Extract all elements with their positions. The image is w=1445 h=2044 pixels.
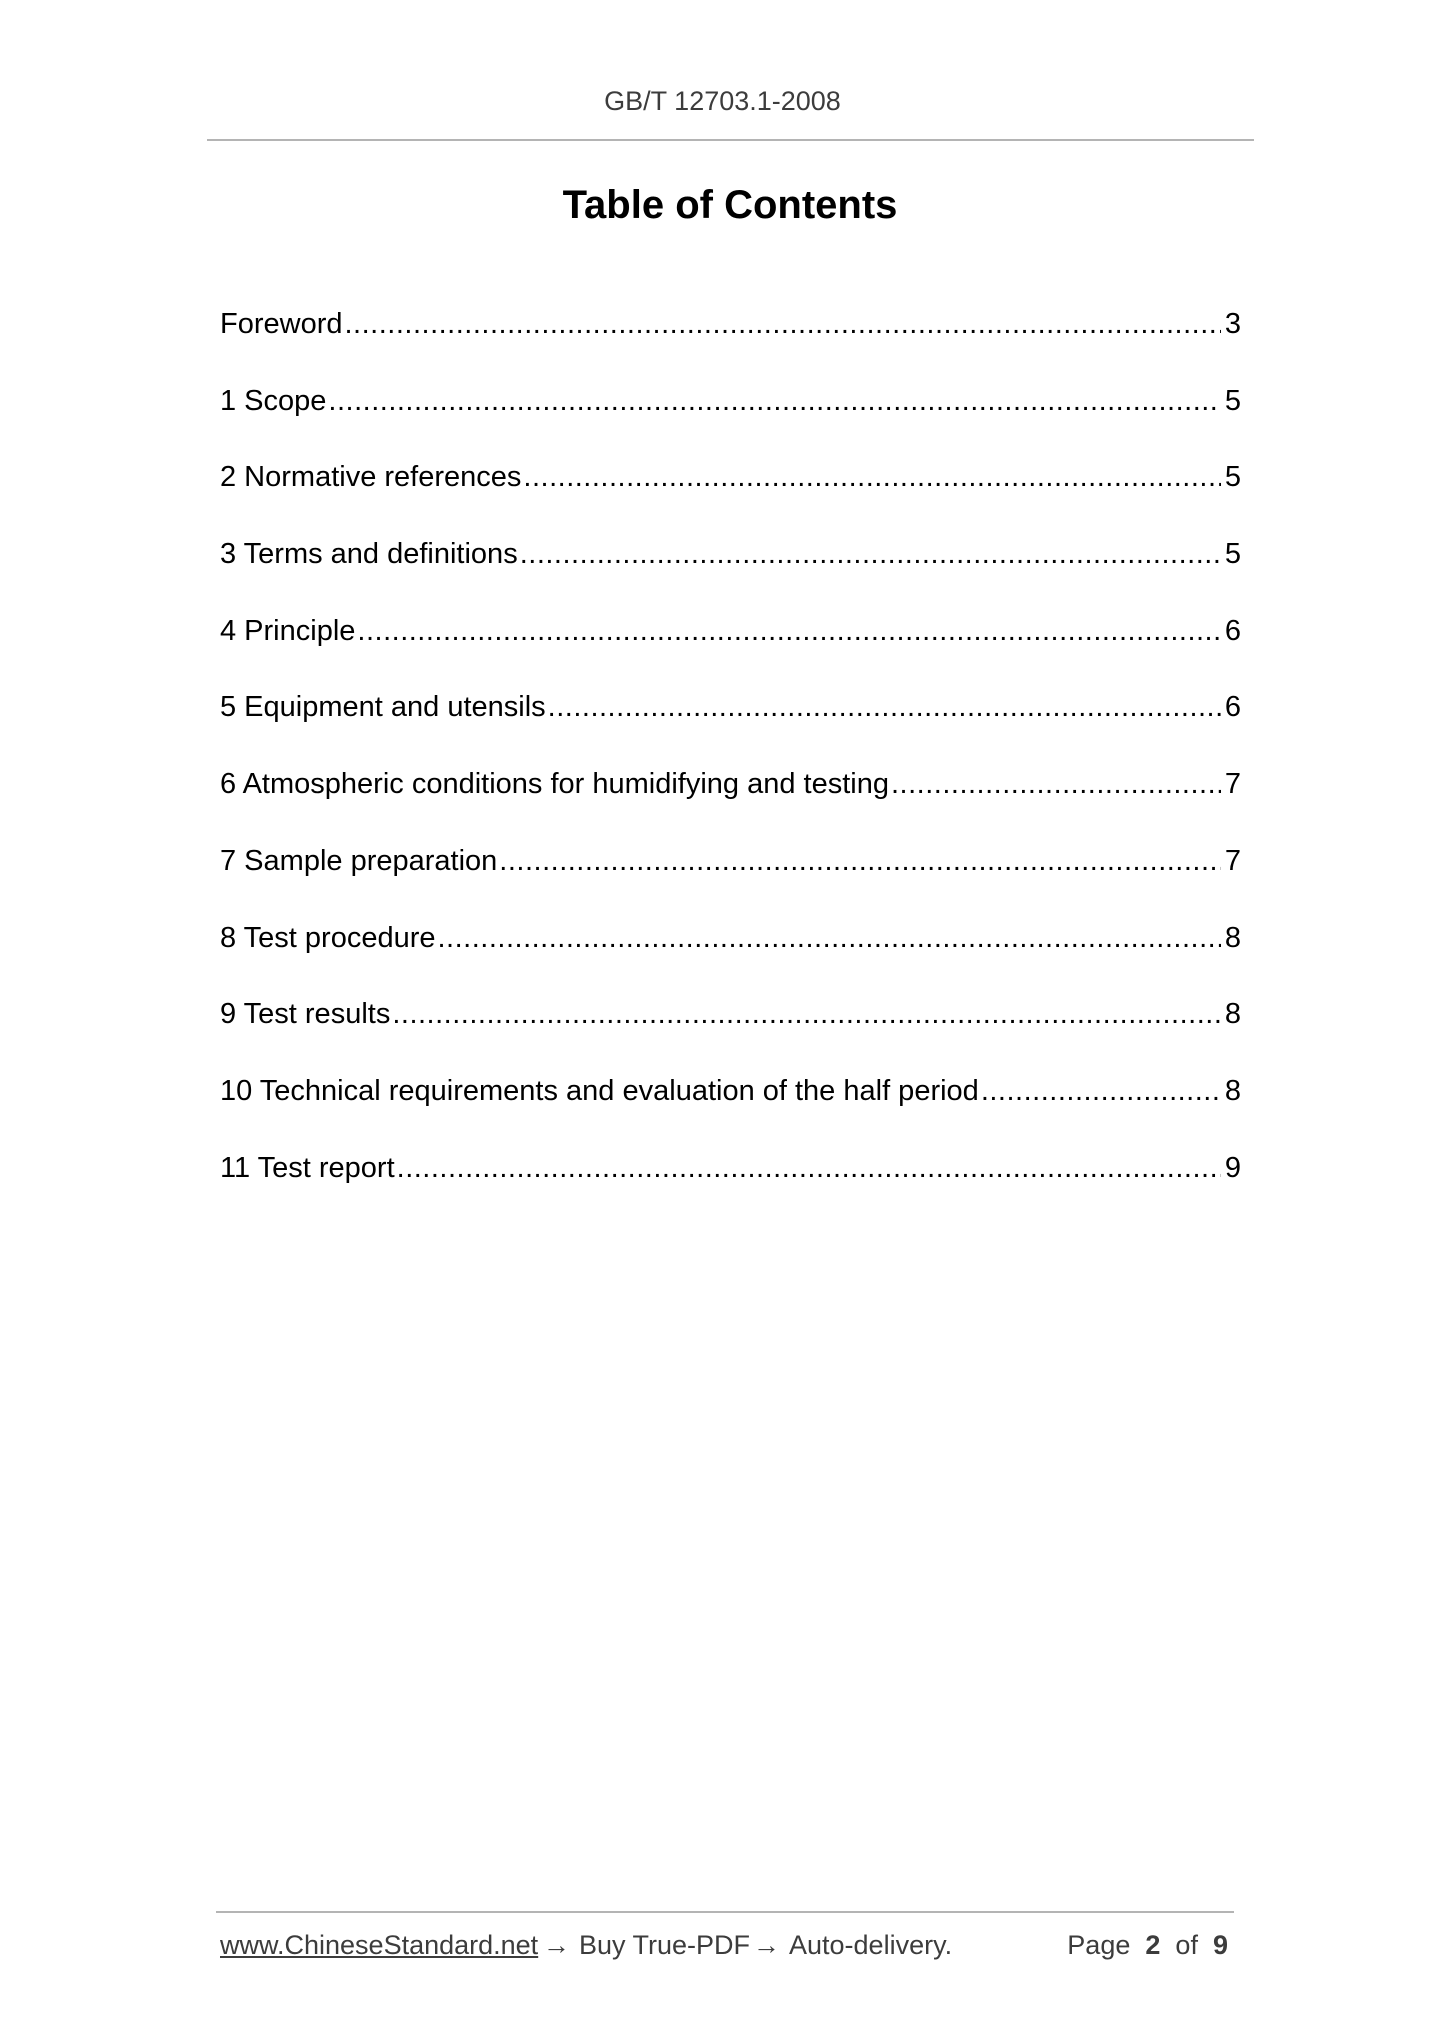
toc-page-number: 7 — [1224, 844, 1241, 877]
toc-entry-label: 10 Technical requirements and evaluation of the half period — [220, 1074, 979, 1107]
toc-entry-label: 4 Principle — [220, 614, 356, 647]
toc-entry-principle[interactable] — [220, 609, 1241, 686]
toc-dot-leader — [520, 532, 1221, 576]
page-indicator — [1067, 1930, 1228, 1961]
toc-page-number: 3 — [1224, 308, 1241, 340]
toc-entry-label: 8 Test procedure — [220, 921, 436, 954]
toc-dot-leader — [891, 762, 1221, 806]
toc-dot-leader — [981, 1069, 1221, 1113]
table-of-contents — [220, 302, 1241, 1222]
toc-dot-leader — [328, 379, 1220, 423]
buy-true-pdf-text: Buy True-PDF — [579, 1930, 751, 1960]
toc-entry-label: 11 Test report — [220, 1151, 395, 1184]
toc-page-number: 7 — [1224, 768, 1241, 801]
document-code-header: GB/T 12703.1-2008 — [604, 86, 841, 116]
toc-entry-atmospheric-conditions[interactable] — [220, 762, 1241, 839]
toc-entry-sample-preparation[interactable] — [220, 839, 1241, 916]
header-divider — [207, 139, 1254, 141]
total-pages-number: 9 — [1212, 1930, 1228, 1960]
toc-entry-label: 6 Atmospheric conditions for humidifying and testing — [220, 768, 889, 801]
page-word: Page — [1067, 1930, 1131, 1960]
toc-page-number: 8 — [1224, 1074, 1241, 1107]
toc-entry-test-results[interactable] — [220, 992, 1241, 1069]
toc-entry-label: 3 Terms and definitions — [220, 538, 518, 571]
website-link[interactable]: www.ChineseStandard.net — [220, 1930, 539, 1960]
auto-delivery-text: Auto-delivery. — [789, 1930, 953, 1960]
toc-dot-leader — [397, 1146, 1221, 1190]
toc-entry-label: 2 Normative references — [220, 461, 522, 494]
toc-dot-leader — [499, 839, 1221, 883]
toc-page-number: 6 — [1224, 691, 1241, 724]
toc-entry-label: 1 Scope — [220, 384, 327, 417]
toc-dot-leader — [392, 992, 1221, 1036]
toc-entry-label: 7 Sample preparation — [220, 844, 498, 877]
footer-divider — [216, 1911, 1234, 1913]
toc-entry-label: Foreword — [220, 308, 343, 340]
arrow-right-icon: → — [753, 1930, 780, 1960]
toc-dot-leader — [523, 455, 1220, 499]
toc-entry-label: 5 Equipment and utensils — [220, 691, 546, 724]
toc-page-number: 5 — [1224, 538, 1241, 571]
toc-page-number: 5 — [1224, 461, 1241, 494]
toc-page-number: 6 — [1224, 614, 1241, 647]
toc-page-number: 5 — [1224, 384, 1241, 417]
toc-dot-leader — [357, 609, 1220, 653]
toc-page-number: 8 — [1224, 998, 1241, 1031]
toc-entry-foreword[interactable] — [220, 302, 1241, 379]
toc-entry-scope[interactable] — [220, 379, 1241, 456]
arrow-right-icon: → — [543, 1930, 570, 1960]
page-title: Table of Contents — [562, 183, 898, 227]
toc-entry-test-report[interactable] — [220, 1146, 1241, 1223]
toc-entry-test-procedure[interactable] — [220, 916, 1241, 993]
toc-entry-label: 9 Test results — [220, 998, 391, 1031]
of-word: of — [1175, 1930, 1198, 1960]
toc-entry-terms-and-definitions[interactable] — [220, 532, 1241, 609]
toc-dot-leader — [345, 302, 1221, 346]
current-page-number: 2 — [1145, 1930, 1161, 1960]
toc-entry-technical-requirements[interactable] — [220, 1069, 1241, 1146]
toc-entry-equipment-and-utensils[interactable] — [220, 685, 1241, 762]
toc-page-number: 9 — [1224, 1151, 1241, 1184]
toc-entry-normative-references[interactable] — [220, 455, 1241, 532]
toc-dot-leader — [548, 685, 1221, 729]
toc-page-number: 8 — [1224, 921, 1241, 954]
toc-dot-leader — [438, 916, 1221, 960]
